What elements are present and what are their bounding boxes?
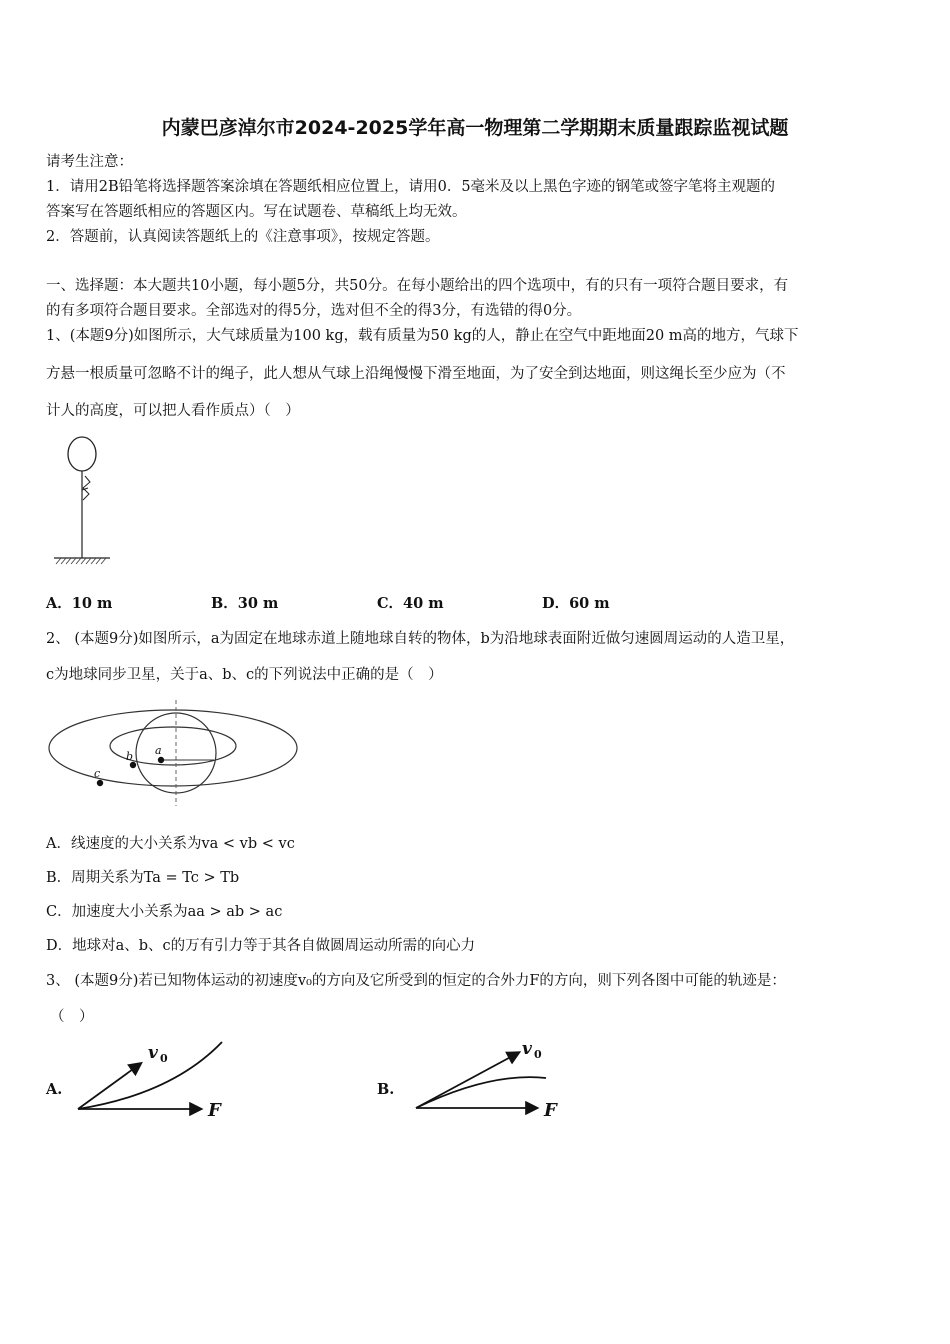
notice-line-2: 2．答题前，认真阅读答题纸上的《注意事项》，按规定答题。 <box>46 229 440 245</box>
point-a <box>158 757 164 763</box>
notice-line-1b: 答案写在答题纸相应的答题区内。写在试题卷、草稿纸上均无效。 <box>46 204 467 220</box>
v0-arrow-b <box>416 1053 518 1108</box>
q2-option-d[interactable]: D．地球对a、b、c的万有引力等于其各自做圆周运动所需的向心力 <box>46 938 476 954</box>
orbit-c <box>49 710 297 786</box>
ground-hatch <box>56 558 106 564</box>
person-shape <box>82 476 90 500</box>
trajectory-curve-b <box>416 1077 546 1108</box>
earth-satellite-figure <box>44 696 304 812</box>
trajectory-figure-b <box>410 1036 570 1126</box>
balloon-rope-figure <box>50 430 120 570</box>
v0-label-a: v <box>148 1043 158 1063</box>
page-title: 内蒙巴彦淖尔市2024-2025学年高一物理第二学期期末质量跟踪监视试题 <box>161 117 789 139</box>
q2-option-b[interactable]: B．周期关系为Ta = Tc > Tb <box>46 870 240 886</box>
f-label-b: F <box>544 1100 557 1121</box>
trajectory-figure-a <box>72 1036 232 1126</box>
q1-option-c[interactable]: C．40 m <box>377 595 444 612</box>
q1-line-1: 1、(本题9分)如图所示，大气球质量为100 kg，载有质量为50 kg的人，静止在空气中距地面20 m高的地方，气球下 <box>46 328 799 344</box>
v0-sub-b: 0 <box>534 1048 542 1061</box>
section-intro-1: 一、选择题：本大题共10小题，每小题5分，共50分。在每小题给出的四个选项中，有的只有一项符合题目要求，有 <box>46 278 789 294</box>
q2-line-2: c为地球同步卫星，关于a、b、c的下列说法中正确的是（ ） <box>46 667 443 683</box>
notice-line-1: 1．请用2B铅笔将选择题答案涂填在答题纸相应位置上，请用0．5毫米及以上黑色字迹的钢笔或签字笔将主观题的 <box>46 179 776 195</box>
f-label-a: F <box>208 1100 221 1121</box>
notice-heading: 请考生注意： <box>46 154 133 170</box>
q2-option-c[interactable]: C．加速度大小关系为aa > ab > ac <box>46 904 283 920</box>
q3-option-b[interactable]: B. <box>377 1081 395 1098</box>
q2-line-1: 2、 (本题9分)如图所示，a为固定在地球赤道上随地球自转的物体，b为沿地球表面附近做匀速圆周运动的人造卫星， <box>46 631 795 647</box>
q3-line-1: 3、 (本题9分)若已知物体运动的初速度v₀的方向及它所受到的恒定的合外力F的方向，则下列各图中可能的轨迹是： <box>46 973 786 989</box>
section-intro-2: 的有多项符合题目要求。全部选对的得5分，选对但不全的得3分，有选错的得0分。 <box>46 303 582 319</box>
label-a: a <box>155 744 162 757</box>
point-c <box>97 780 103 786</box>
balloon-shape <box>68 437 96 471</box>
q1-option-b[interactable]: B．30 m <box>211 595 279 612</box>
q3-option-a[interactable]: A. <box>46 1081 63 1098</box>
v0-label-b: v <box>522 1039 532 1059</box>
q1-line-3: 计人的高度，可以把人看作质点）（ ） <box>46 403 300 419</box>
label-c: c <box>94 767 101 780</box>
q1-option-d[interactable]: D．60 m <box>542 595 610 612</box>
q1-option-a[interactable]: A．10 m <box>46 595 113 612</box>
v0-sub-a: 0 <box>160 1052 168 1065</box>
label-b: b <box>126 750 134 763</box>
q2-option-a[interactable]: A．线速度的大小关系为va < vb < vc <box>46 836 295 852</box>
q1-line-2: 方悬一根质量可忽略不计的绳子，此人想从气球上沿绳慢慢下滑至地面，为了安全到达地面，则这绳长至少应为（不 <box>46 366 786 382</box>
q3-line-2: （ ） <box>50 1009 94 1025</box>
